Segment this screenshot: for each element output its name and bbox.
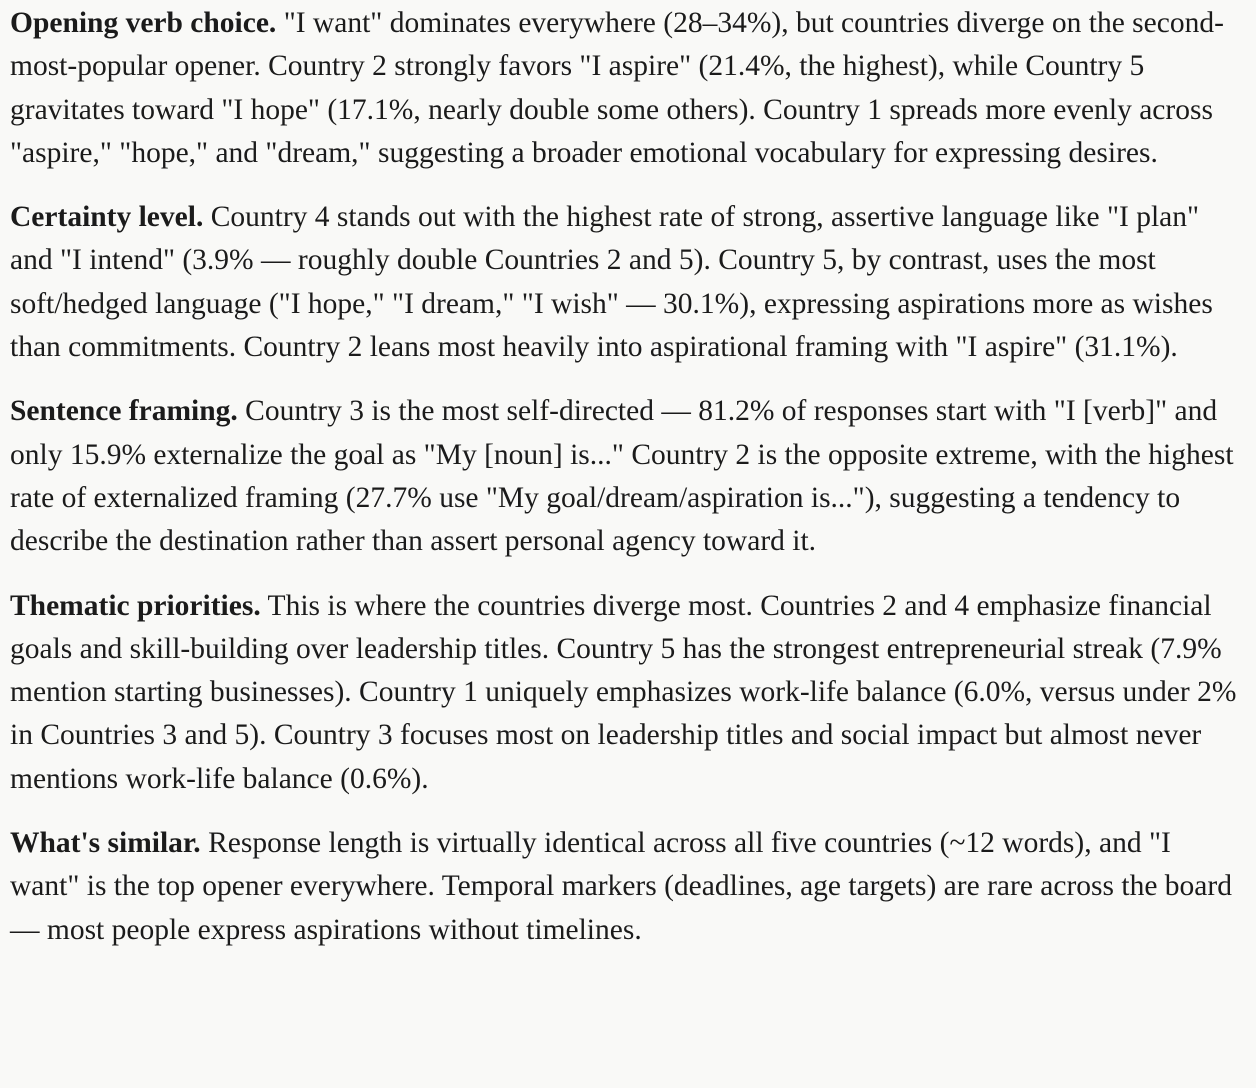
paragraph-heading: Certainty level. bbox=[10, 201, 204, 234]
paragraph-text: "I want" dominates everywhere (28–34%), but countries diverge on the second-most-popular opener. Country 2 strongly favors "I aspire" (21.4%, the highest), while Country 5 gravitates toward "I hope" (17.1%, nearly double some others). Country 1 spreads more evenly across "aspire," "hope," and "dream," suggesting a broader emotional vocabulary for expressing desires. bbox=[10, 7, 1224, 169]
paragraph-text: Response length is virtually identical across all five countries (~12 words), and "I want" is the top opener everywhere. Temporal markers (deadlines, age targets) are rare across the board — most people express aspirations without timelines. bbox=[10, 827, 1232, 946]
paragraph-sentence-framing bbox=[10, 390, 1246, 563]
paragraph-whats-similar bbox=[10, 822, 1246, 952]
paragraph-heading: Opening verb choice. bbox=[10, 7, 277, 39]
paragraph-text: Country 3 is the most self-directed — 81.2% of responses start with "I [verb]" and only 15.9% externalize the goal as "My [noun] is..." Country 2 is the opposite extreme, with the highest rate of externalized framing (27.7% use "My goal/dream/aspiration is..."), suggesting a tendency to describe the destination rather than assert personal agency toward it. bbox=[10, 395, 1234, 558]
paragraph-text: This is where the countries diverge most. Countries 2 and 4 emphasize financial goals and skill-building over leadership titles. Country 5 has the strongest entrepreneurial streak (7.9% mention starting businesses). Country 1 uniquely emphasizes work-life balance (6.0%, versus under 2% in Countries 3 and 5). Country 3 focuses most on leadership titles and social impact but almost never mentions work-life balance (0.6%). bbox=[10, 589, 1237, 795]
paragraph-heading: What's similar. bbox=[10, 827, 201, 860]
document-body bbox=[0, 2, 1246, 952]
paragraph-certainty-level bbox=[10, 196, 1246, 369]
paragraph-opening-verb-choice bbox=[10, 2, 1246, 175]
paragraph-thematic-priorities bbox=[10, 585, 1246, 801]
paragraph-heading: Thematic priorities. bbox=[10, 589, 261, 622]
paragraph-heading: Sentence framing. bbox=[10, 395, 238, 428]
paragraph-text: Country 4 stands out with the highest rate of strong, assertive language like "I plan" and "I intend" (3.9% — roughly double Countries 2 and 5). Country 5, by contrast, uses the most soft/hedged language ("I hope," "I dream," "I wish" — 30.1%), expressing aspirations more as wishes than commitments. Country 2 leans most heavily into aspirational framing with "I aspire" (31.1%). bbox=[10, 201, 1213, 364]
